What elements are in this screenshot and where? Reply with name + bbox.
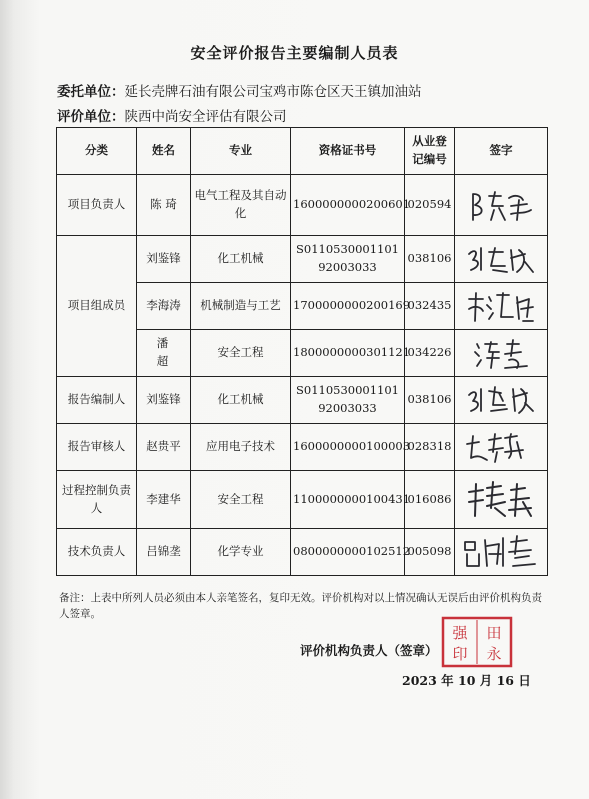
category-cell: 项目组成员: [57, 236, 137, 377]
category-cell: 报告编制人: [57, 377, 137, 424]
document-title: 安全评价报告主要编制人员表: [190, 44, 399, 62]
evaluator-value: 陕西中尚安全评估有限公司: [124, 109, 287, 125]
cert-cell: 1600000000200601: [291, 175, 405, 236]
table-row: [57, 424, 548, 471]
reg-cell: 038106: [405, 236, 455, 283]
name-cell: 潘 超: [137, 330, 191, 377]
handwritten-signature: [461, 240, 541, 278]
handwritten-signature: [461, 184, 541, 226]
signature-cell: [455, 236, 548, 283]
svg-text:印: 印: [452, 645, 468, 663]
staff-table: [56, 127, 548, 576]
client-value: 延长壳牌石油有限公司宝鸡市陈仓区天王镇加油站: [124, 84, 422, 100]
header-category: 分类: [57, 128, 137, 175]
major-cell: 化学专业: [191, 529, 291, 576]
major-cell: 机械制造与工艺: [191, 283, 291, 330]
cert-cell: 1800000000301121: [291, 330, 405, 377]
signer-label: 评价机构负责人（签章）: [300, 643, 438, 658]
name-cell: 李建华: [137, 471, 191, 529]
reg-cell: 016086: [405, 471, 455, 529]
major-cell: 安全工程: [191, 471, 291, 529]
major-cell: 应用电子技术: [191, 424, 291, 471]
cert-cell: S011053000110192003033: [291, 377, 405, 424]
svg-text:田: 田: [486, 624, 502, 642]
reg-cell: 032435: [405, 283, 455, 330]
cert-cell: S011053000110192003033: [291, 236, 405, 283]
signature-cell: [455, 330, 548, 377]
category-cell: 过程控制负责人: [57, 471, 137, 529]
evaluator-line: [57, 105, 287, 125]
category-cell: 项目负责人: [57, 175, 137, 236]
category-cell: 技术负责人: [57, 529, 137, 576]
major-cell: 电气工程及其自动化: [191, 175, 291, 236]
table-row: [57, 236, 548, 283]
reg-cell: 020594: [405, 175, 455, 236]
handwritten-signature: [461, 478, 541, 522]
table-header-row: [57, 128, 548, 175]
cert-cell: 1600000000100003: [291, 424, 405, 471]
major-cell: 化工机械: [191, 377, 291, 424]
table-row: [57, 471, 548, 529]
cert-cell: 1700000000200169: [291, 283, 405, 330]
document-date: 2023 年 10 月 16 日: [402, 673, 531, 688]
header-major: 专业: [191, 128, 291, 175]
header-signature: 签字: [455, 128, 548, 175]
client-line: [57, 80, 422, 100]
header-cert: 资格证书号: [291, 128, 405, 175]
name-cell: 李海涛: [137, 283, 191, 330]
cert-cell: 0800000000102512: [291, 529, 405, 576]
header-name: 姓名: [137, 128, 191, 175]
signature-cell: [455, 283, 548, 330]
signature-cell: [455, 529, 548, 576]
major-cell: 安全工程: [191, 330, 291, 377]
handwritten-signature: [461, 428, 541, 466]
table-row: [57, 175, 548, 236]
signature-cell: [455, 471, 548, 529]
table-row: [57, 377, 548, 424]
name-cell: 刘鉴锋: [137, 377, 191, 424]
table-row: [57, 529, 548, 576]
major-cell: 化工机械: [191, 236, 291, 283]
client-label: 委托单位：: [57, 84, 125, 100]
signature-cell: [455, 175, 548, 236]
svg-text:永: 永: [486, 645, 502, 663]
cert-cell: 1100000000100431: [291, 471, 405, 529]
handwritten-signature: [459, 532, 543, 572]
name-cell: 刘鉴锋: [137, 236, 191, 283]
reg-cell: 034226: [405, 330, 455, 377]
reg-cell: 038106: [405, 377, 455, 424]
signature-cell: [455, 377, 548, 424]
svg-text:强: 强: [452, 624, 468, 642]
evaluator-label: 评价单位：: [57, 109, 125, 125]
reg-cell: 005098: [405, 529, 455, 576]
handwritten-signature: [461, 381, 541, 419]
category-cell: 报告审核人: [57, 424, 137, 471]
official-seal: [439, 614, 515, 670]
reg-cell: 028318: [405, 424, 455, 471]
name-cell: 赵贵平: [137, 424, 191, 471]
handwritten-signature: [461, 334, 541, 372]
signature-cell: [455, 424, 548, 471]
name-cell: 陈 琦: [137, 175, 191, 236]
table-footnote: 备注：上表中所列人员必须由本人亲笔签名，复印无效。评价机构对以上情况确认无误后由评价机构负责人签章。: [59, 592, 542, 620]
name-cell: 吕锦垄: [137, 529, 191, 576]
header-reg: 从业登记编号: [405, 128, 455, 175]
handwritten-signature: [461, 287, 541, 325]
